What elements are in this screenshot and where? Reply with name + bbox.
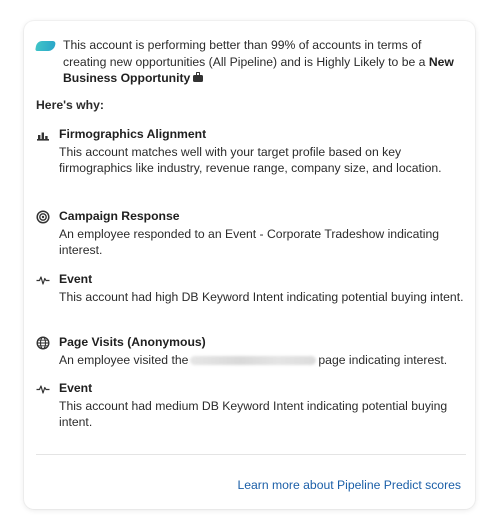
why-heading: Here's why: xyxy=(36,98,104,112)
reason-body: This account had medium DB Keyword Intent indicating potential buying intent. xyxy=(59,398,448,429)
reason-body xyxy=(59,352,464,369)
globe-icon xyxy=(36,336,50,350)
summary-text xyxy=(63,37,463,87)
reason-title: Page Visits (Anonymous) xyxy=(59,335,206,349)
page-visit-prefix: An employee visited the xyxy=(59,352,189,367)
target-icon xyxy=(36,210,50,224)
pulse-icon xyxy=(36,382,50,396)
reason-body: An employee responded to an Event - Corporate Tradeshow indicating interest. xyxy=(59,226,440,257)
footer-divider xyxy=(36,454,466,455)
brand-logo-icon xyxy=(35,41,56,51)
briefcase-icon xyxy=(193,75,203,82)
summary-prefix: This account is performing better than 99% of accounts in terms of creating new opportunities (All Pipeline) and is Highly Likely to be a xyxy=(63,38,429,69)
pulse-icon xyxy=(36,273,50,287)
bar-chart-icon xyxy=(36,128,50,142)
reason-title: Campaign Response xyxy=(59,209,180,223)
reason-title: Firmographics Alignment xyxy=(59,127,207,141)
reason-title: Event xyxy=(59,272,93,286)
pipeline-predict-card xyxy=(24,21,475,509)
learn-more-link[interactable]: Learn more about Pipeline Predict scores xyxy=(237,478,461,492)
opportunity-type: New Business Opportunity xyxy=(63,54,454,85)
redacted-url xyxy=(190,356,316,365)
reason-body: This account matches well with your target profile based on key firmographics like industry, revenue range, company size, and location. xyxy=(59,144,442,175)
page-visit-suffix: page indicating interest. xyxy=(318,352,448,367)
reason-body: This account had high DB Keyword Intent indicating potential buying intent. xyxy=(59,289,464,304)
reason-title: Event xyxy=(59,381,93,395)
